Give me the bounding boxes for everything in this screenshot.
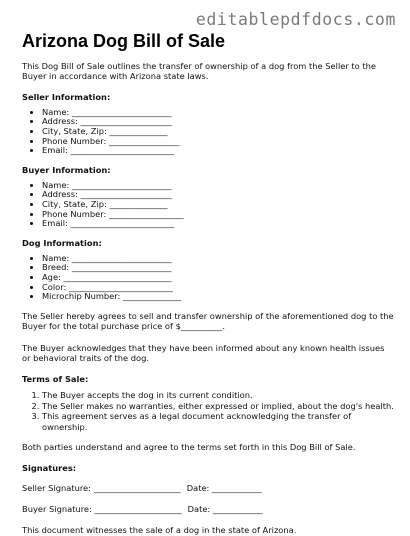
dog-age-field: • Age: __________________________ [42,273,394,283]
dog-heading: Dog Information: [22,237,102,248]
document-page [22,31,394,536]
buyer-email-field: • Email: _________________________ [42,219,394,229]
seller-email-field: • Email: _________________________ [42,146,394,156]
seller-phone-field: • Phone Number: _________________ [42,137,394,147]
terms-item: 3. This agreement serves as a legal document acknowledging the transfer of ownership. [42,411,394,432]
seller-name-field: • Name: ________________________ [42,108,394,118]
buyer-signature-line [22,504,394,514]
health-paragraph: The Buyer acknowledges that they have been informed about any known health issues or behavioral traits of the dog. [22,342,385,363]
seller-city-field: • City, State, Zip: ______________ [42,127,394,137]
signatures-heading: Signatures: [22,463,77,474]
seller-signature-label: Seller Signature: _____________________ [22,483,181,494]
buyer-address-field: • Address: ______________________ [42,190,394,200]
seller-fields [22,108,394,156]
buyer-fields [22,181,394,229]
agreement-paragraph: Both parties understand and agree to the terms set forth in this Dog Bill of Sale. [22,441,356,452]
dog-color-field: • Color: _________________________ [42,283,394,293]
seller-date-label: Date: ____________ [186,483,262,494]
terms-heading: Terms of Sale: [22,374,89,385]
document-title: Arizona Dog Bill of Sale [22,31,226,51]
buyer-phone-field: • Phone Number: __________________ [42,210,394,220]
buyer-city-field: • City, State, Zip: ______________ [42,200,394,210]
terms-item: 2. The Seller makes no warranties, either expressed or implied, about the dog's health. [42,401,394,411]
terms-list [22,390,394,432]
closing-paragraph: This document witnesses the sale of a dog in the state of Arizona. [22,525,297,536]
price-paragraph: The Seller hereby agrees to sell and transfer ownership of the aforementioned dog to the Buyer for the total purchase price of $__________. [22,310,394,332]
watermark: editablepdfdocs.com [195,10,396,29]
terms-item: 1. The Buyer accepts the dog in its current condition. [42,390,394,400]
dog-name-field: • Name: ________________________ [42,254,394,264]
buyer-heading: Buyer Information: [22,164,111,175]
dog-breed-field: • Breed: ________________________ [42,263,394,273]
dog-microchip-field: • Microchip Number: ______________ [42,292,394,302]
dog-fields [22,254,394,302]
seller-signature-line [22,483,394,493]
intro-paragraph: This Dog Bill of Sale outlines the transfer of ownership of a dog from the Seller to the Buyer in accordance with Arizona state laws. [22,61,376,82]
buyer-name-field: • Name: ________________________ [42,181,394,191]
seller-heading: Seller Information: [22,91,111,102]
buyer-date-label: Date: ____________ [187,504,263,515]
buyer-signature-label: Buyer Signature: _____________________ [22,504,182,515]
seller-address-field: • Address: ______________________ [42,117,394,127]
